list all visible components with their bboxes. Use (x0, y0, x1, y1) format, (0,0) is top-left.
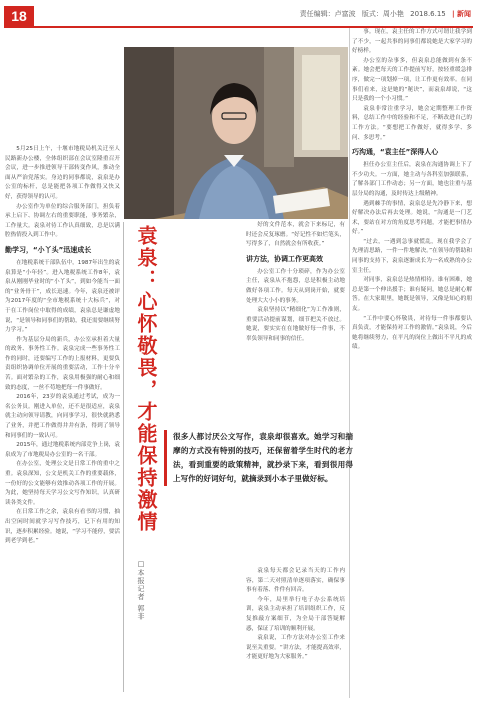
layout-credit: 版式：周小艳 (361, 10, 404, 18)
header-meta (296, 9, 471, 19)
column-divider (349, 28, 350, 698)
page-number: 18 (4, 6, 34, 27)
column-divider (123, 222, 124, 692)
body-paragraph: 事。现在，袁主任的工作方式可谓让我学到了不少，一起共事的同事们都说她是大家学习的好榜样。 (352, 29, 472, 55)
body-paragraph: 在日常工作之余，袁泉有看书的习惯，抽出空闲时间就学习写作技巧，记下有用的知识，逐步积累经验。她说，“学习不能停，要活到老学到老。” (5, 509, 120, 545)
body-paragraph: “工作中要心怀敬畏，对待每一件事都要认真负责，才能保持对工作的激情。”袁泉说，今后她将继续努力，在平凡的岗位上做出不平凡的成绩。 (352, 315, 472, 351)
body-paragraph: 袁泉每天都会记录当天的工作内容，第二天对照清单逐项落实，确保事事有着落、件件有回音。 (246, 568, 345, 594)
page-header (0, 0, 477, 26)
portrait-illustration (124, 47, 348, 219)
body-paragraph: 办公室的杂事多，但袁泉总能做到有条不紊。她会把每天的工作提前写好，按轻重缓急排序，做完一项划掉一项，让工作更有效率。在同事们看来，这是她的“秘诀”，而袁泉却说，“这只是我的一个小习惯。” (352, 57, 472, 103)
issue-date: 2018.6.15 (410, 10, 446, 18)
body-paragraph: 2016年，23岁的袁泉通过考试，成为一名公务员。刚进入单位，还不是很适应，袁泉就主动向领导请教，向同事学习，很快就熟悉了业务，并把工作做得井井有条，得到了领导和同事们的一致认可。 (5, 394, 120, 439)
body-paragraph: 担任办公室主任后，袁泉在沟通协调上下了不少功夫。一方面，她主动与各科室加强联系，了解各部门工作动态；另一方面，她也注重与基层分局的沟通，及时传达上级精神。 (352, 162, 472, 197)
right-column (352, 28, 472, 697)
body-paragraph: 在办公室，处理公文是日常工作的重中之重。袁泉深知，公文是机关工作的重要载体，一份好的公文能够有效推动各项工作的开展。为此，她坚持每天学习公文写作知识，认真研读各类文件。 (5, 461, 120, 506)
section-heading: 讲方法，协调工作更高效 (246, 254, 323, 263)
body-paragraph: 今年，局里举行电子办公系统培训，袁泉主动承担了培训组织工作，反复推敲方案细节，为全局干部答疑解惑，保证了培训的顺利开展。 (246, 596, 345, 632)
article-byline: □本报记者 郭非 (137, 560, 145, 621)
body-paragraph: “过去，一遇到急事就慌乱，现在我学会了先理清思路，一件一件地解决。”在领导的帮助和同事的支持下，袁泉逐渐成长为一名成熟的办公室主任。 (352, 238, 472, 274)
body-paragraph: 办公室作为单位的综合服务部门，担负着承上启下、协调左右的重要职能，事务繁杂，工作量大。袁泉对待工作认真细致，总是以满腔热情投入到工作中。 (5, 203, 120, 239)
body-paragraph: 袁泉非常注重学习，她会定期整理工作资料，总结工作中的经验和不足，不断改进自己的工作方法。“要想把工作做好，就得多学、多问、多思考。” (352, 105, 472, 141)
middle-column (246, 221, 345, 421)
pull-quote: 很多人都讨厌公文写作，袁泉却很喜欢。她学习和揣摩的方式没有特别的技巧，还保留着学生时代的老方法，看到重要的政策精神，就抄录下来，看到很用得上写作的好词好句，就摘录到小本子里做好标。 (164, 430, 353, 486)
body-paragraph: 好的文件范本，就会下来标记，有时还会反复琢磨。“好记性不如烂笔头，写得多了，自然就会有所收获。” (246, 222, 345, 248)
body-paragraph: 袁泉坚持以“精细化”为工作准则，重要活动提前谋划，细节把关不放过。她说，要实实在在地做好每一件事，不辜负领导和同事的信任。 (246, 307, 345, 342)
body-paragraph: 办公室工作十分琐碎，作为办公室主任，袁泉从不抱怨，总是积极主动地做好各项工作。每天从到岗开始，就要处理大大小小的事务。 (246, 268, 345, 304)
body-paragraph: 在地税系统干部队伍中，1987年出生的袁泉算是“小年轻”。进入地税系统工作8年，袁泉从刚刚毕业时的“小丫头”，到如今能当一面的“业务骨干”，成长迅速。今年，袁泉还被评为2017年度的“全市地税系统十大标兵”，对于在工作岗位中取得的成绩，袁泉总是谦虚地说，“是领导和同事们的帮助，我还需要继续努力学习。” (5, 259, 120, 334)
body-paragraph: 袁泉说，工作方法对办公室工作来说至关重要。“讲方法，才能提高效率，才能更好地为大家服务。” (246, 635, 345, 661)
article-headline: 袁泉：心怀敬畏，才能保持激情 (134, 225, 158, 533)
body-paragraph: 作为基层分局的新兵，办公室承担着大量的政务、事务性工作。袁泉完成一些事务性工作的同时，还要编写工作的上报材料，更要负责组织协调单位开展的重要活动，工作十分辛苦。面对繁杂的工作，袁泉用极强的耐心和细致的态度，一丝不苟地把每一件事做好。 (5, 336, 120, 391)
body-paragraph: 遇到棘手的事情，袁泉总是先冷静下来，想好解决办法后再去处理。她说，“沟通是一门艺术，要站在对方的角度思考问题，才能把事情办好。” (352, 200, 472, 236)
body-paragraph: 2015年，通过地税系统内部竞争上岗，袁泉成为了市地税局办公室的一名干部。 (5, 442, 120, 458)
body-paragraph: 5月25日上午，十堰市地税局机关迁至人民路新办公楼，全体组织部在会议室隆重召开会议，进一步推进领导干部转变作风，推动全面从严治党落实。身边的同事都说，袁泉是办公室的标杆，总是能把各项工作做得又快又好，获得领导的认可。 (5, 146, 120, 200)
left-column (5, 145, 120, 697)
editor-credit: 责任编辑：卢富波 (299, 10, 356, 18)
section-name: | 新闻 (452, 10, 471, 18)
body-paragraph: 对同事，袁泉总是热情相待。谁有困难，她总是第一个伸出援手；谁有疑问，她总是耐心解答。在大家眼里，她既是领导，又像是知心的朋友。 (352, 277, 472, 313)
section-heading: 巧沟通，“袁主任”深得人心 (352, 148, 439, 157)
portrait-photo (124, 47, 348, 219)
middle-lower-column (246, 567, 345, 697)
section-heading: 勤学习，“小丫头”迅速成长 (5, 245, 92, 254)
